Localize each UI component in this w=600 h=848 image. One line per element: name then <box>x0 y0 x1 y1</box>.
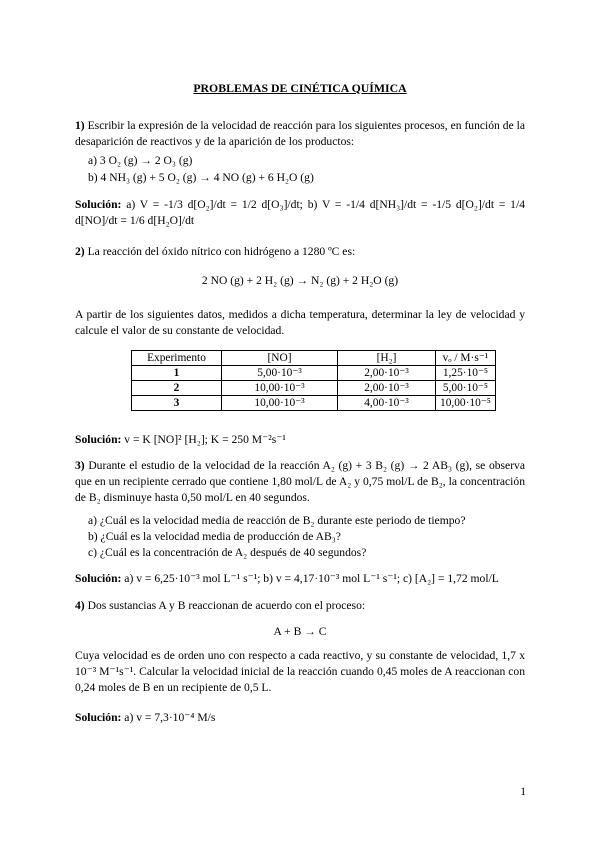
table-cell: 5,00·10⁻⁵ <box>436 381 496 396</box>
table-header-row <box>132 351 496 366</box>
problem-4-solution <box>75 710 525 726</box>
problem-1-item-b: b) 4 NH₃ (g) + 5 O₂ (g) → 4 NO (g) + 6 H₂O (g) <box>88 171 314 184</box>
problem-3-solution <box>75 571 525 587</box>
problem-3-item-a: a) ¿Cuál es la velocidad media de reacción de B₂ durante este periodo de tiempo? <box>88 514 466 527</box>
table-cell: 10,00·10⁻⁵ <box>436 396 496 411</box>
problem-4-equation: A + B → C <box>273 625 327 638</box>
solution-label: Solución: <box>75 198 122 211</box>
problem-3-solution-text: a) v = 6,25·10⁻³ mol L⁻¹ s⁻¹; b) v = 4,17·10⁻³ mol L⁻¹ s⁻¹; c) [A₂] = 1,72 mol/L <box>124 572 499 585</box>
problem-3-text: Durante el estudio de la velocidad de la reacción A₂ (g) + 3 B₂ (g) → 2 AB₃ (g), se observa que en un recipiente cerrado que contiene 1,80 mol/L de A₂ y 0,75 mol/L de B₂, la concentración de B₂ disminuye hasta 0,50 mol/L en 40 segundos. <box>75 459 526 505</box>
problem-4-text2: Cuya velocidad es de orden uno con respecto a cada reactivo, y su constante de velocidad, 1,7 x 10⁻³ M⁻¹s⁻¹. Calcular la velocidad inicial de la reacción cuando 0,45 moles de A reaccionan con 0,24 moles de B en un recipiente de 0,5 L. <box>75 649 525 695</box>
problem-4-text: Dos sustancias A y B reaccionan de acuerdo con el proceso: <box>87 599 366 612</box>
solution-label: Solución: <box>75 572 122 585</box>
problem-2-statement <box>75 244 525 260</box>
solution-label: Solución: <box>75 711 122 724</box>
table-header: vₒ / M·s⁻¹ <box>436 351 496 366</box>
table-header: [NO] <box>222 351 338 366</box>
table-cell: 3 <box>132 396 222 411</box>
problem-4-solution-text: a) v = 7,3·10⁻⁴ M/s <box>124 711 216 724</box>
table-row <box>132 366 496 381</box>
problem-1-solution <box>75 197 525 229</box>
table-row <box>132 396 496 411</box>
problem-4-statement <box>75 598 525 614</box>
problem-4-number: 4) <box>75 599 85 612</box>
problem-2-text: La reacción del óxido nítrico con hidrógeno a 1280 ºC es: <box>87 245 356 258</box>
table-cell: 2 <box>132 381 222 396</box>
problem-2-solution <box>75 432 525 448</box>
problem-1-text: Escribir la expresión de la velocidad de reacción para los siguientes procesos, en función de la desaparición de reactivos y de la aparición de los productos: <box>75 119 525 149</box>
solution-label: Solución: <box>75 433 122 446</box>
problem-3-item-b: b) ¿Cuál es la velocidad media de producción de AB₃? <box>88 530 341 543</box>
problem-3-statement <box>75 458 525 507</box>
table-cell: 4,00·10⁻³ <box>338 396 436 411</box>
table-cell: 5,00·10⁻³ <box>222 366 338 381</box>
problem-1-number: 1) <box>75 119 85 132</box>
table-row <box>132 381 496 396</box>
page-number: 1 <box>520 785 526 798</box>
table-cell: 1 <box>132 366 222 381</box>
problem-2-text2: A partir de los siguientes datos, medidos a dicha temperatura, determinar la ley de velocidad y calcule el valor de su constante de velocidad. <box>75 308 525 338</box>
table-header: [H₂] <box>338 351 436 366</box>
problem-1-solution-text: a) V = -1/3 d[O₂]/dt = 1/2 d[O₃]/dt; b) V = -1/4 d[NH₃]/dt = -1/5 d[O₂]/dt = 1/4 d[NO]/dt = 1/6 d[H₂O]/dt <box>75 198 525 228</box>
page-title: PROBLEMAS DE CINÉTICA QUÍMICA <box>193 81 407 95</box>
table-cell: 10,00·10⁻³ <box>222 396 338 411</box>
problem-2-number: 2) <box>75 245 85 258</box>
problem-3-number: 3) <box>75 459 85 472</box>
problem-1-item-a: a) 3 O₂ (g) → 2 O₃ (g) <box>88 154 193 167</box>
problem-1-statement <box>75 118 525 150</box>
table-header: Experimento <box>132 351 222 366</box>
table-cell: 2,00·10⁻³ <box>338 381 436 396</box>
problem-2-solution-text: v = K [NO]² [H₂]; K = 250 M⁻²s⁻¹ <box>124 433 286 446</box>
table-cell: 2,00·10⁻³ <box>338 366 436 381</box>
table-cell: 10,00·10⁻³ <box>222 381 338 396</box>
problem-3-item-c: c) ¿Cuál es la concentración de A₂ después de 40 segundos? <box>88 546 367 559</box>
kinetics-data-table <box>131 350 496 411</box>
table-cell: 1,25·10⁻⁵ <box>436 366 496 381</box>
problem-2-equation: 2 NO (g) + 2 H₂ (g) → N₂ (g) + 2 H₂O (g) <box>201 274 399 287</box>
